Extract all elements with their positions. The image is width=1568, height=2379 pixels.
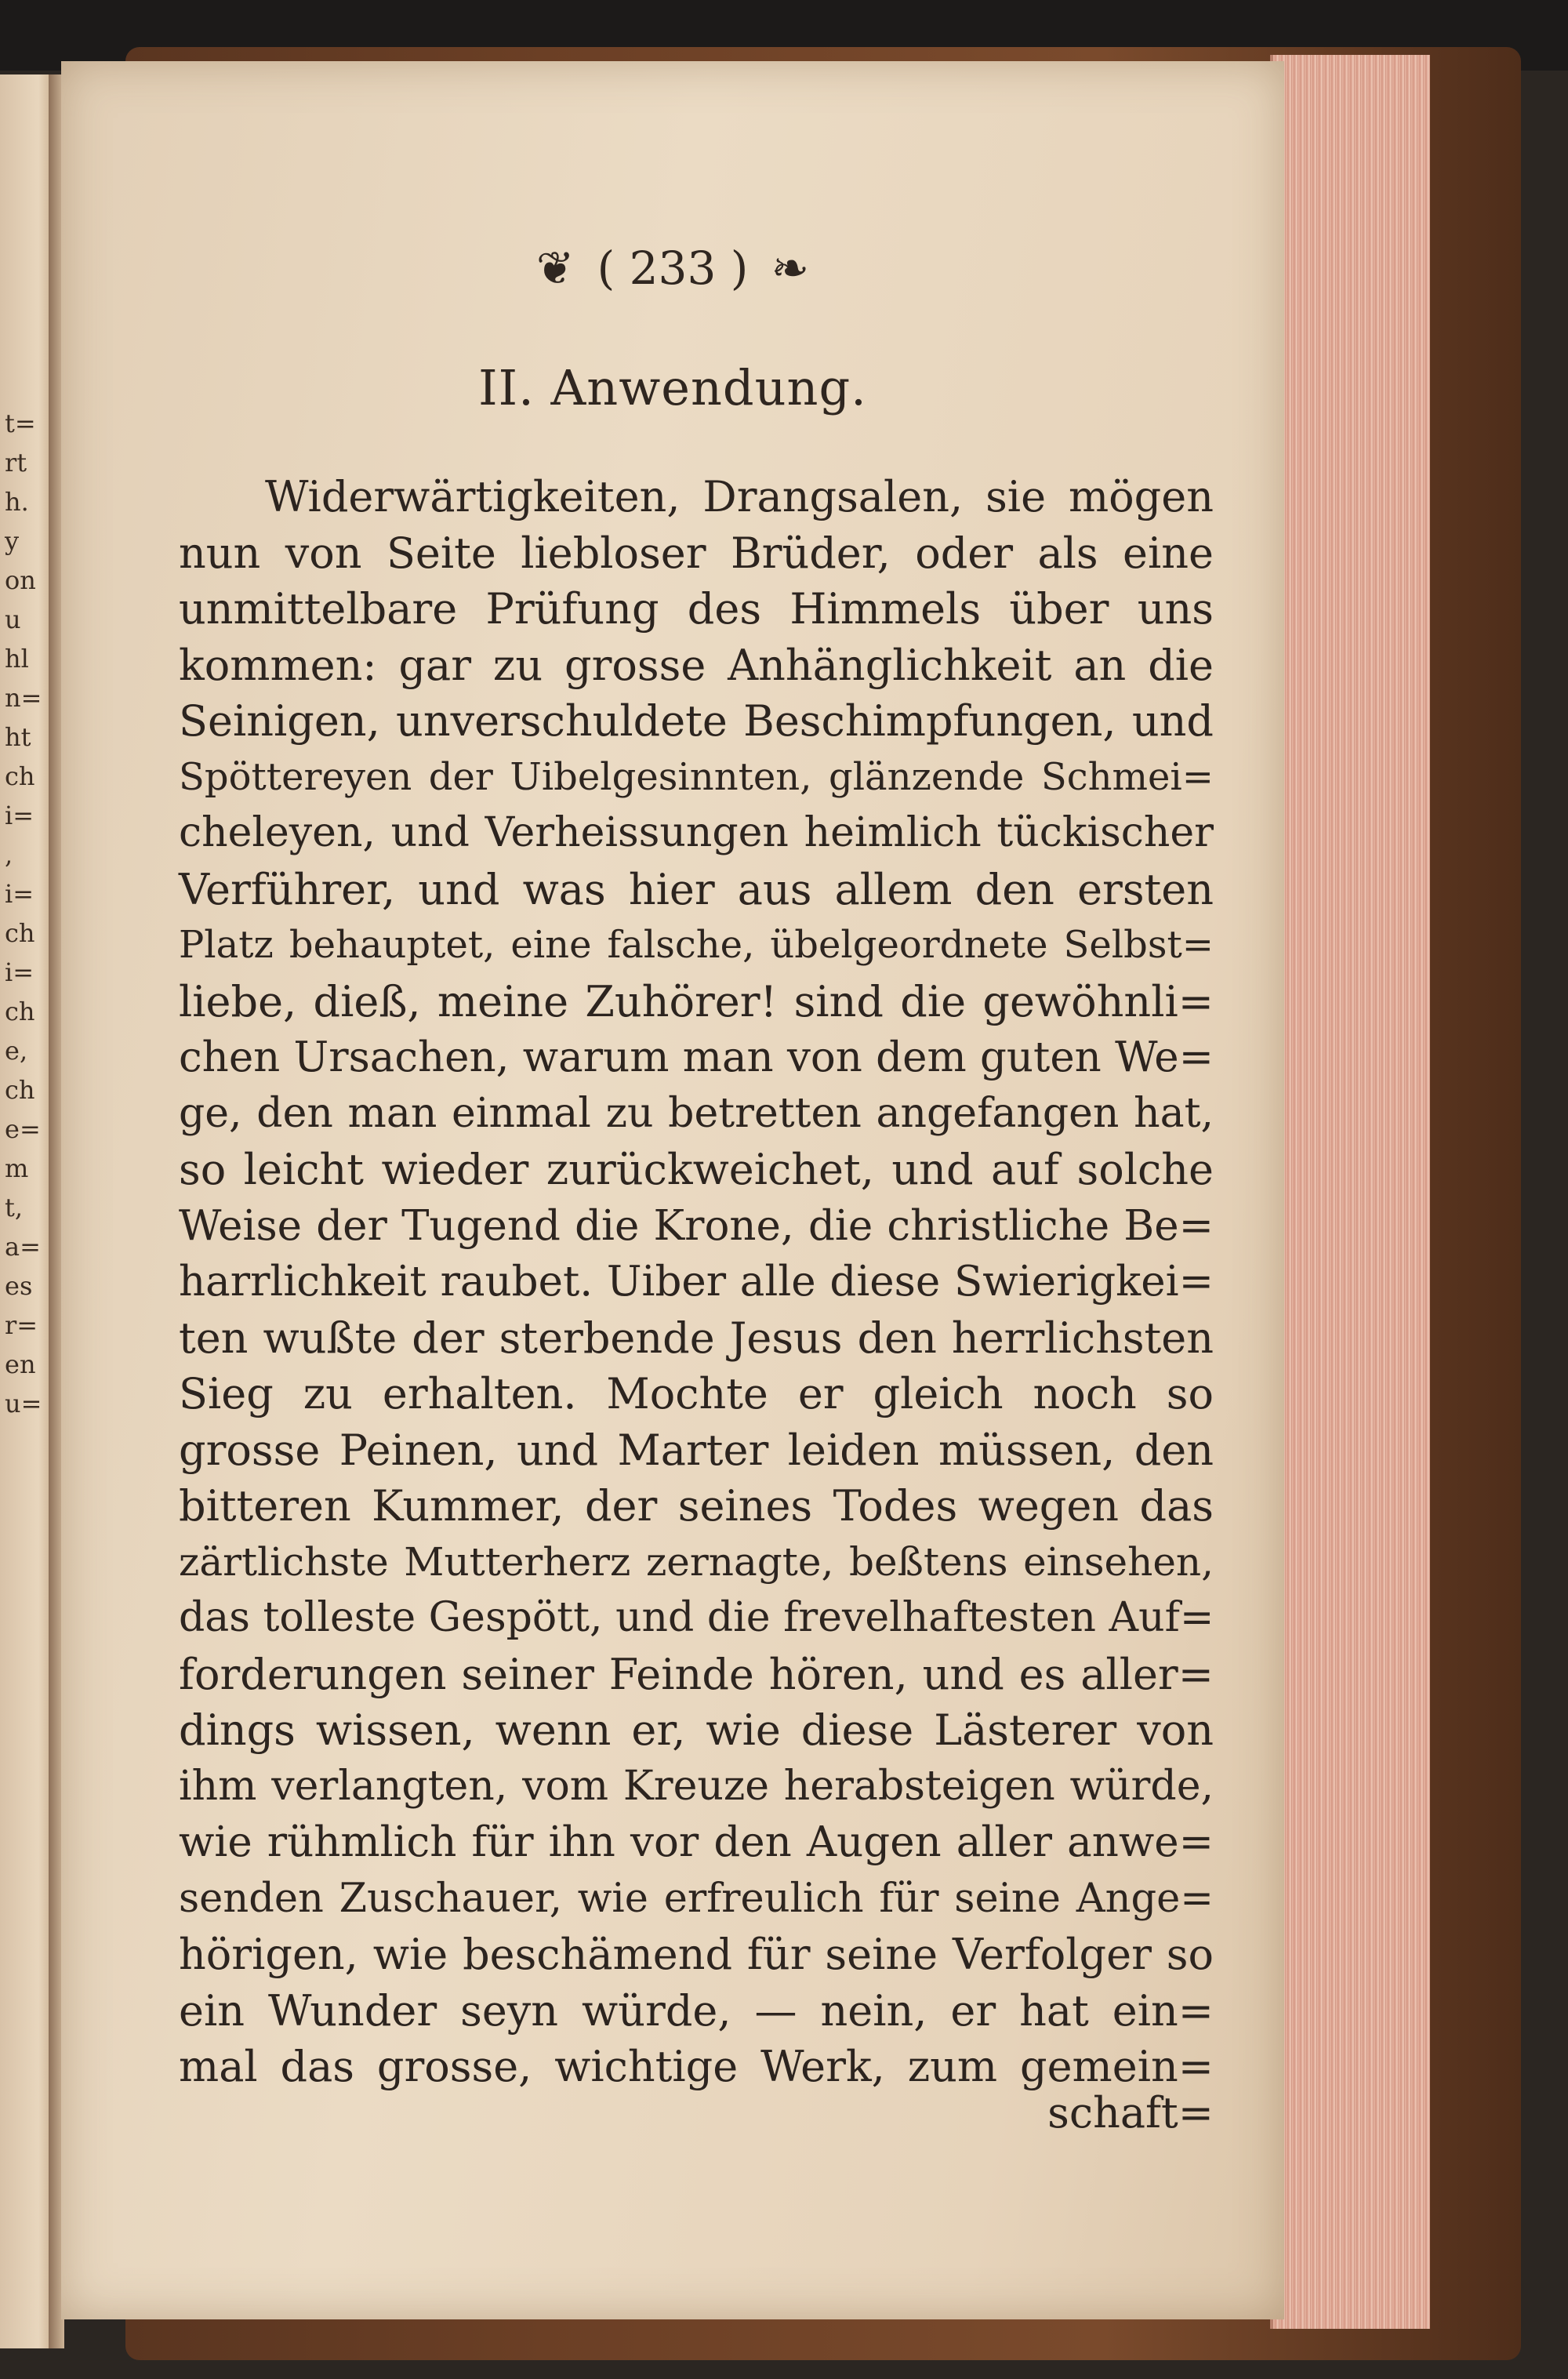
body-line: ihm verlangten, vom Kreuze herabsteigen würde, xyxy=(179,1762,1214,1810)
body-line: Widerwärtigkeiten, Drangsalen, sie mögen xyxy=(265,472,1214,521)
body-line: ein Wunder seyn würde, — nein, er hat ein= xyxy=(179,1985,1214,2036)
left-fragment: ch xyxy=(5,997,35,1026)
body-line: forderungen seiner Feinde hören, und es aller= xyxy=(179,1649,1214,1699)
left-fragment: i= xyxy=(5,957,34,987)
left-page-text-fragments xyxy=(5,404,50,1972)
left-page-edge xyxy=(0,74,55,2348)
left-fragment: n= xyxy=(5,683,42,713)
left-ornament-icon: ❦ xyxy=(535,242,575,295)
page-edges xyxy=(1270,55,1430,2329)
left-fragment: ch xyxy=(5,918,35,948)
body-line: ten wußte der sterbende Jesus den herrlichsten xyxy=(179,1313,1214,1363)
left-fragment: t, xyxy=(5,1193,24,1222)
body-line: Weise der Tugend die Krone, die christliche Be= xyxy=(179,1201,1214,1250)
left-fragment: a= xyxy=(5,1232,41,1262)
left-fragment: ch xyxy=(5,761,35,791)
left-fragment: e, xyxy=(5,1036,28,1066)
left-fragment: en xyxy=(5,1349,36,1379)
left-fragment: hl xyxy=(5,644,29,674)
left-fragment: i= xyxy=(5,879,34,909)
body-line: bitteren Kummer, der seines Todes wegen das xyxy=(179,1481,1214,1531)
body-text xyxy=(179,469,1214,2095)
body-line: ge, den man einmal zu betretten angefangen hat, xyxy=(179,1089,1214,1137)
body-line: das tolleste Gespött, und die frevelhaftesten Auf= xyxy=(179,1594,1214,1641)
left-fragment: y xyxy=(5,526,20,556)
body-line: senden Zuschauer, wie erfreulich für seine Ange= xyxy=(179,1875,1214,1922)
left-fragment: h. xyxy=(5,487,29,517)
body-line: chen Ursachen, warum man von dem guten We= xyxy=(179,1033,1214,1081)
body-line: harrlichkeit raubet. Uiber alle diese Swierigkei= xyxy=(179,1258,1214,1306)
body-line: hörigen, wie beschämend für seine Verfolger so xyxy=(179,1930,1214,1979)
body-line: unmittelbare Prüfung des Himmels über uns xyxy=(179,584,1214,634)
body-line: kommen: gar zu grosse Anhänglichkeit an die xyxy=(179,640,1214,690)
body-line: Sieg zu erhalten. Mochte er gleich noch so xyxy=(179,1369,1214,1418)
left-fragment: t= xyxy=(5,409,36,438)
body-line: mal das grosse, wichtige Werk, zum gemein= xyxy=(179,2042,1214,2091)
running-header xyxy=(453,242,892,312)
left-fragment: r= xyxy=(5,1310,38,1340)
left-fragment: e= xyxy=(5,1114,41,1144)
body-line: liebe, dieß, meine Zuhörer! sind die gewöhnli= xyxy=(179,976,1214,1026)
left-fragment: m xyxy=(5,1153,29,1183)
left-fragment: , xyxy=(5,840,13,870)
left-fragment: rt xyxy=(5,448,27,478)
left-fragment: ht xyxy=(5,722,31,752)
body-line: so leicht wieder zurückweichet, und auf solche xyxy=(179,1145,1214,1194)
body-line: cheleyen, und Verheissungen heimlich tückischer xyxy=(179,809,1214,856)
body-line: nun von Seite liebloser Brüder, oder als eine xyxy=(179,528,1214,578)
body-line: grosse Peinen, und Marter leiden müssen, den xyxy=(179,1425,1214,1475)
section-title: II. Anwendung. xyxy=(478,359,867,416)
left-fragment: es xyxy=(5,1271,33,1301)
right-ornament-icon: ❧ xyxy=(771,242,810,295)
page-number: ( 233 ) xyxy=(597,242,749,295)
body-line: Seinigen, unverschuldete Beschimpfungen, und xyxy=(179,696,1214,746)
left-fragment: u= xyxy=(5,1389,42,1418)
body-line: dings wissen, wenn er, wie diese Lästerer von xyxy=(179,1705,1214,1755)
body-line: Verführer, und was hier aus allem den ersten xyxy=(179,864,1214,914)
left-fragment: ch xyxy=(5,1075,35,1105)
body-line: zärtlichste Mutterherz zernagte, beßtens einsehen, xyxy=(179,1538,1214,1585)
left-fragment: i= xyxy=(5,801,34,830)
body-line: Spöttereyen der Uibelgesinnten, glänzende Schmei= xyxy=(179,754,1214,799)
catchword: schaft= xyxy=(1047,2088,1214,2137)
left-fragment: on xyxy=(5,565,36,595)
right-page xyxy=(61,61,1284,2319)
body-line: Platz behauptet, eine falsche, übelgeordnete Selbst= xyxy=(179,923,1214,967)
body-line: wie rühmlich für ihn vor den Augen aller anwe= xyxy=(179,1818,1214,1866)
left-fragment: u xyxy=(5,605,21,634)
